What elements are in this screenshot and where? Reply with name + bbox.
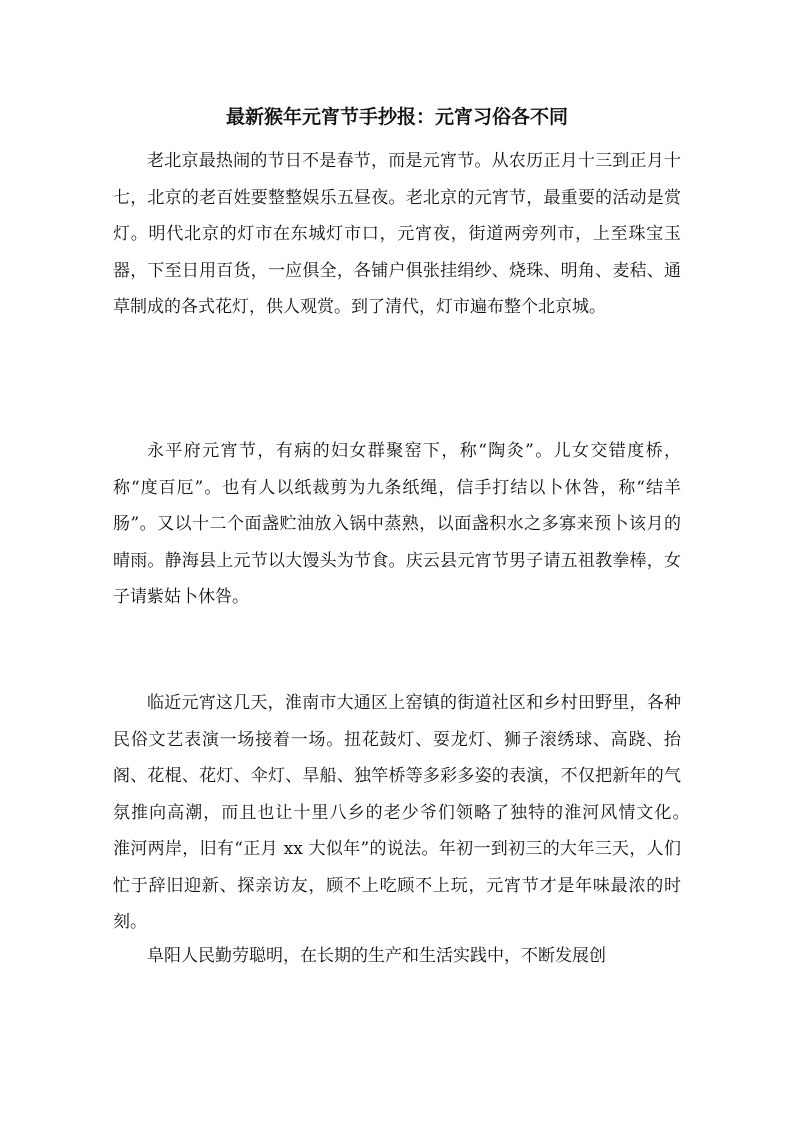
document-title: 最新猴年元宵节手抄报：元宵习俗各不同 — [225, 106, 568, 128]
paragraph-huainan-folk-performances: 临近元宵这几天，淮南市大通区上窑镇的街道社区和乡村田野里，各种民俗文艺表演一场接着一场。扭花鼓灯、耍龙灯、狮子滚绣球、高跷、抬阁、花棍、花灯、伞灯、旱船、独竿桥等多彩多姿的表演，不仅把新年的气氛推向高潮，而且也让十里八乡的老少爷们领略了独特的淮河风情文化。 淮河两岸，旧有“正月 xx 大似年”的说法。年初一到初三的大年三天，人们忙于辞旧迎新、探亲访友，顾不上吃顾不上玩，元宵节才是年味最浓的时刻。 — [113, 693, 698, 932]
paragraph-fuyang-people: 阜阳人民勤劳聪明，在长期的生产和生活实践中，不断发展创 — [147, 946, 606, 966]
paragraph-beijing-lanterns: 老北京最热闹的节日不是春节，而是元宵节。从农历正月十三到正月十七，北京的老百姓要整整娱乐五昼夜。老北京的元宵节，最重要的活动是赏灯。明代北京的灯市在东城灯市口，元宵夜，街道两旁列市，上至珠宝玉器，下至日用百货，一应俱全，各铺户俱张挂绢纱、烧珠、明角、麦秸、通草制成的各式花灯，供人观赏。到了清代，灯市遍布整个北京城。 — [113, 151, 681, 317]
document-page — [113, 0, 698, 1123]
paragraph-yongping-customs: 永平府元宵节，有病的妇女群聚窑下，称“陶灸”。儿女交错度桥，称“度百厄”。也有人以纸裁剪为九条纸绳，信手打结以卜休咎，称“结羊肠”。又以十二个面盏贮油放入锅中蒸熟，以面盏积水之多寡来预卜该月的晴雨。静海县上元节以大馒头为节食。庆云县元宵节男子请五祖教拳棒，女子请紫姑卜休咎。 — [113, 441, 681, 607]
